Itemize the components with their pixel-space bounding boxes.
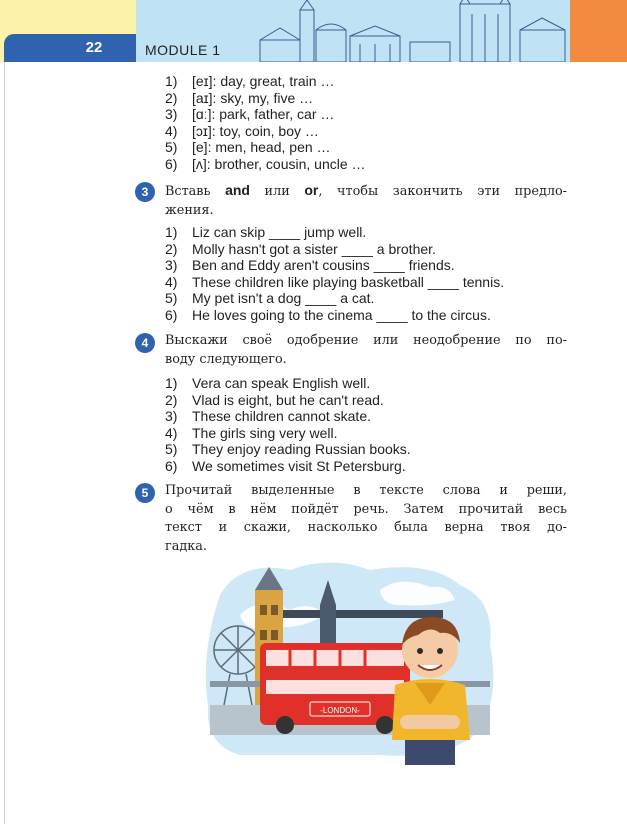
task-3-instruction: Вставь and или or, чтобы закончить эти предло- жения. bbox=[165, 182, 567, 218]
left-margin-rule bbox=[4, 62, 5, 824]
header-city-skyline bbox=[250, 0, 570, 62]
task-5-number-badge: 5 bbox=[135, 483, 155, 503]
list-item: 3) [ɑː]: park, father, car … bbox=[165, 106, 335, 122]
list-item: 1) Vera can speak English well. bbox=[165, 375, 371, 391]
list-item: 1) Liz can skip ____ jump well. bbox=[165, 224, 367, 240]
task-3-sentences bbox=[165, 224, 504, 323]
task-4-instruction: Выскажи своё одобрение или неодобрение по по- воду следующего. bbox=[165, 333, 567, 367]
list-item: 6) [ʌ]: brother, cousin, uncle … bbox=[165, 155, 366, 172]
list-item: 3) These children cannot skate. bbox=[165, 408, 371, 424]
list-item: 2) Molly hasn't got a sister ____ a brother. bbox=[165, 240, 436, 257]
module-label: MODULE 1 bbox=[145, 42, 221, 58]
list-item: 1) [eɪ]: day, great, train … bbox=[165, 73, 335, 89]
header-orange-band bbox=[570, 0, 627, 62]
sounds-list bbox=[165, 73, 366, 172]
page-number: 22 bbox=[85, 39, 103, 56]
list-item: 5) They enjoy reading Russian books. bbox=[165, 441, 411, 457]
task-4-statements bbox=[165, 375, 411, 474]
list-item: 4) [ɔɪ]: toy, coin, boy … bbox=[165, 122, 319, 139]
list-item: 6) We sometimes visit St Petersburg. bbox=[165, 457, 406, 474]
task-4-number-badge: 4 bbox=[135, 333, 155, 353]
list-item: 4) These children like playing basketball ____ tennis. bbox=[165, 273, 505, 290]
london-bus-boy-illustration bbox=[200, 555, 500, 765]
list-item: 5) My pet isn't a dog ____ a cat. bbox=[165, 290, 375, 306]
list-item: 5) [e]: men, head, pen … bbox=[165, 139, 331, 155]
page-header bbox=[0, 0, 627, 62]
list-item: 3) Ben and Eddy aren't cousins ____ friends. bbox=[165, 257, 455, 273]
list-item: 2) [aɪ]: sky, my, five … bbox=[165, 89, 314, 106]
task-3-number-badge: 3 bbox=[135, 182, 155, 202]
red-double-decker-bus bbox=[260, 643, 410, 734]
list-item: 4) The girls sing very well. bbox=[165, 424, 338, 441]
page-number-tab bbox=[4, 34, 136, 62]
list-item: 2) Vlad is eight, but he can't read. bbox=[165, 391, 384, 408]
bus-destination-sign: -LONDON- bbox=[320, 706, 360, 715]
task-5-instruction: Прочитай выделенные в тексте слова и реши, о чём в нём пойдёт речь. Затем прочитай весь текст и скажи, насколько была верна твоя до- гадка. bbox=[165, 483, 567, 554]
list-item: 6) He loves going to the cinema ____ to the circus. bbox=[165, 306, 491, 323]
